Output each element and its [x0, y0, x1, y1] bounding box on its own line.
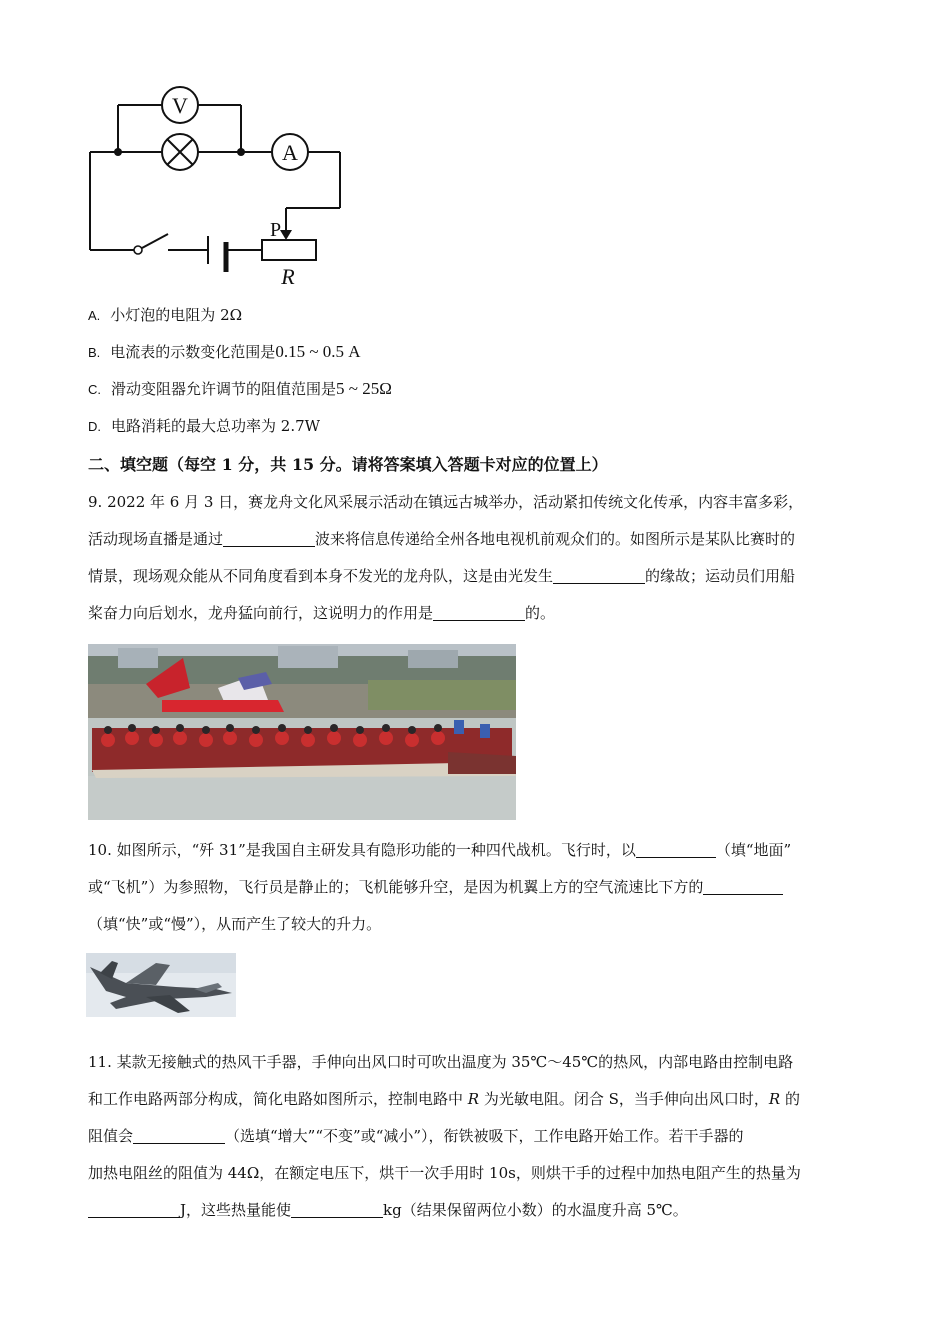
resistor-label: R — [281, 264, 295, 289]
answer-blank[interactable] — [88, 1199, 180, 1218]
answer-blank[interactable] — [291, 1199, 383, 1218]
answer-blank[interactable] — [223, 528, 315, 547]
answer-blank[interactable] — [553, 565, 645, 584]
answer-blank[interactable] — [703, 876, 783, 895]
question-11: 11. 某款无接触式的热风干手器，手伸向出风口时可吹出温度为 35℃～45℃的热风，内部电路由控制电路 和工作电路两部分构成，简化电路如图所示，控制电路中 R 为光敏电阻。闭合 S，当手伸向出风口时，R 的 阻值会 （选填“增大”“不变”或“减小”），衔铁被吸下，工作电路开始工作。若干手器的 加热电阻丝的阻值为 44Ω，在额定电压下，烘干一次手用时 10s，则烘干手的过程中加热电阻产生的热量为 J，这些热量能使 kg（结果保留两位小数）的水温度升高 5℃。 — [88, 1053, 801, 1219]
answer-blank[interactable] — [433, 602, 525, 621]
section-title: 二、填空题（每空 1 分，共 15 分。请将答案填入答题卡对应的位置上） — [88, 455, 608, 474]
dragon-boat-photo — [88, 644, 516, 820]
ammeter-label: A — [282, 140, 298, 165]
option-a: A. 小灯泡的电阻为 2Ω — [88, 306, 243, 324]
slider-label: P — [270, 219, 282, 241]
circuit-diagram — [84, 80, 354, 290]
question-10: 10. 如图所示，“歼 31”是我国自主研发具有隐形功能的一种四代战机。飞行时，以 （填“地面” 或“飞机”）为参照物，飞行员是静止的；飞机能够升空，是因为机翼上方的空气流速比下方的 （填“快”或“慢”），从而产生了较大的升力。 — [88, 841, 792, 933]
voltmeter-label: V — [172, 93, 188, 118]
option-d: D. 电路消耗的最大总功率为 2.7W — [88, 417, 321, 435]
option-b: B. 电流表的示数变化范围是0.15 ~ 0.5 A — [88, 342, 361, 361]
answer-blank[interactable] — [133, 1125, 225, 1144]
fighter-jet-photo — [86, 953, 236, 1017]
option-c: C. 滑动变阻器允许调节的阻值范围是5 ~ 25Ω — [88, 379, 392, 398]
question-9: 9. 2022 年 6 月 3 日，赛龙舟文化风采展示活动在镇远古城举办，活动紧扣传统文化传承，内容丰富多彩， 活动现场直播是通过 波来将信息传递给全州各地电视机前观众们的。如图所示是某队比赛时的 情景，现场观众能从不同角度看到本身不发光的龙舟队，这是由光发生 的缘故；运动员们用船 桨奋力向后划水，龙舟猛向前行，这说明力的作用是 的。 — [88, 493, 804, 622]
answer-blank[interactable] — [636, 839, 716, 858]
